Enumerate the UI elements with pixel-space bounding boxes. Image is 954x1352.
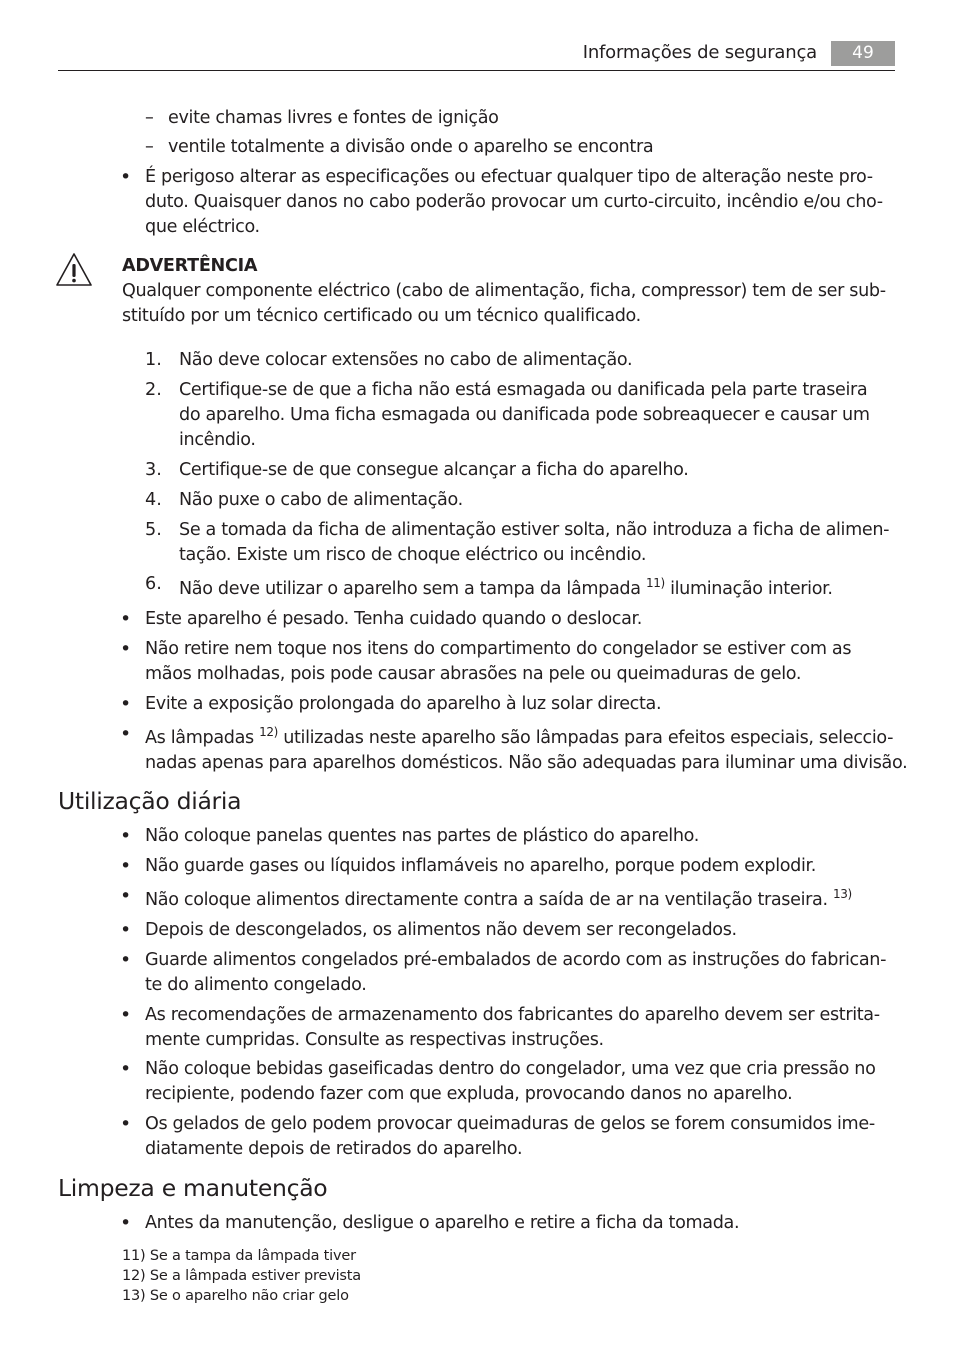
bullet-line: Não coloque bebidas gaseificadas dentro do congelador, uma vez que cria pressão no bbox=[145, 1059, 876, 1079]
warning-title: ADVERTÊNCIA bbox=[122, 256, 258, 276]
bullet-line: Os gelados de gelo podem provocar queimaduras de gelos se forem consumidos ime- bbox=[145, 1114, 875, 1134]
numbered-line: incêndio. bbox=[179, 430, 256, 450]
footnote-ref: 12) bbox=[259, 725, 278, 739]
bullet-text: utilizadas neste aparelho são lâmpadas para efeitos especiais, seleccio- bbox=[277, 728, 894, 748]
bullet-line: nadas apenas para aparelhos domésticos. Não são adequadas para iluminar uma divisão. bbox=[145, 753, 908, 773]
bullet-marker: • bbox=[120, 608, 132, 630]
bullet-marker: • bbox=[120, 919, 132, 941]
bullet-marker: • bbox=[120, 166, 132, 188]
numbered-line: Não deve colocar extensões no cabo de alimentação. bbox=[179, 350, 633, 370]
bullet-line: diatamente depois de retirados do aparelho. bbox=[145, 1139, 523, 1159]
bullet-line bbox=[145, 888, 852, 913]
numbered-line bbox=[179, 577, 833, 602]
bullet-marker: • bbox=[120, 855, 132, 877]
section-heading-cleaning: Limpeza e manutenção bbox=[58, 1174, 328, 1202]
bullet-line: duto. Quaisquer danos no cabo poderão provocar um curto-circuito, incêndio e/ou cho- bbox=[145, 192, 883, 212]
bullet-line: Este aparelho é pesado. Tenha cuidado quando o deslocar. bbox=[145, 609, 643, 629]
bullet-marker: • bbox=[120, 723, 132, 745]
bullet-marker: • bbox=[120, 1113, 132, 1135]
header-rule bbox=[58, 70, 895, 71]
numbered-line: Se a tomada da ficha de alimentação estiver solta, não introduza a ficha de alimen- bbox=[179, 520, 890, 540]
bullet-line: recipiente, podendo fazer com que expluda, provocando danos no aparelho. bbox=[145, 1084, 793, 1104]
warning-triangle-icon bbox=[55, 252, 93, 288]
bullet-line: que eléctrico. bbox=[145, 217, 260, 237]
bullet-line: Não retire nem toque nos itens do compartimento do congelador se estiver com as bbox=[145, 639, 852, 659]
bullet-marker: • bbox=[120, 638, 132, 660]
bullet-line: Evite a exposição prolongada do aparelho à luz solar directa. bbox=[145, 694, 662, 714]
warning-line: stituído por um técnico certificado ou um técnico qualificado. bbox=[122, 306, 641, 326]
bullet-line: mãos molhadas, pois pode causar abrasões na pele ou queimaduras de gelo. bbox=[145, 664, 802, 684]
list-number: 5. bbox=[145, 520, 162, 540]
bullet-marker: • bbox=[120, 1212, 132, 1234]
numbered-line: tação. Existe um risco de choque eléctrico ou incêndio. bbox=[179, 545, 647, 565]
bullet-text: As lâmpadas bbox=[145, 728, 260, 748]
footnote: 11) Se a tampa da lâmpada tiver bbox=[122, 1248, 356, 1264]
bullet-line: Antes da manutenção, desligue o aparelho e retire a ficha da tomada. bbox=[145, 1213, 740, 1233]
footnote-ref: 13) bbox=[832, 887, 852, 901]
dash-marker: – bbox=[145, 137, 154, 157]
list-number: 3. bbox=[145, 460, 162, 480]
section-heading-daily-use: Utilização diária bbox=[58, 787, 242, 815]
bullet-line: É perigoso alterar as especificações ou efectuar qualquer tipo de alteração neste pro- bbox=[145, 167, 873, 187]
bullet-line: Não guarde gases ou líquidos inflamáveis no aparelho, porque podem explodir. bbox=[145, 856, 817, 876]
footnote: 12) Se a lâmpada estiver prevista bbox=[122, 1268, 361, 1284]
bullet-marker: • bbox=[120, 1004, 132, 1026]
footnote-ref: 11) bbox=[645, 576, 665, 590]
list-number: 1. bbox=[145, 350, 162, 370]
bullet-marker: • bbox=[120, 885, 132, 907]
dash-marker: – bbox=[145, 108, 154, 128]
page-number: 49 bbox=[831, 41, 895, 66]
bullet-line: As recomendações de armazenamento dos fabricantes do aparelho devem ser estrita- bbox=[145, 1005, 880, 1025]
bullet-line: mente cumpridas. Consulte as respectivas instruções. bbox=[145, 1030, 604, 1050]
bullet-line: Não coloque panelas quentes nas partes de plástico do aparelho. bbox=[145, 826, 699, 846]
dash-item: ventile totalmente a divisão onde o aparelho se encontra bbox=[168, 137, 654, 157]
bullet-line bbox=[145, 726, 893, 751]
list-number: 2. bbox=[145, 380, 162, 400]
running-header-title: Informações de segurança bbox=[582, 42, 817, 63]
numbered-text: Não deve utilizar o aparelho sem a tampa da lâmpada bbox=[179, 579, 646, 599]
numbered-text: iluminação interior. bbox=[664, 579, 833, 599]
numbered-line: Não puxe o cabo de alimentação. bbox=[179, 490, 463, 510]
bullet-line: te do alimento congelado. bbox=[145, 975, 367, 995]
list-number: 4. bbox=[145, 490, 162, 510]
bullet-marker: • bbox=[120, 825, 132, 847]
bullet-marker: • bbox=[120, 1058, 132, 1080]
dash-item: evite chamas livres e fontes de ignição bbox=[168, 108, 499, 128]
numbered-line: do aparelho. Uma ficha esmagada ou danificada pode sobreaquecer e causar um bbox=[179, 405, 870, 425]
numbered-line: Certifique-se de que a ficha não está esmagada ou danificada pela parte traseira bbox=[179, 380, 868, 400]
bullet-line: Depois de descongelados, os alimentos não devem ser recongelados. bbox=[145, 920, 737, 940]
bullet-text: Não coloque alimentos directamente contra a saída de ar na ventilação traseira. bbox=[145, 890, 833, 910]
bullet-line: Guarde alimentos congelados pré-embalados de acordo com as instruções do fabrican- bbox=[145, 950, 887, 970]
list-number: 6. bbox=[145, 574, 162, 594]
warning-line: Qualquer componente eléctrico (cabo de alimentação, ficha, compressor) tem de ser sub- bbox=[122, 281, 886, 301]
numbered-line: Certifique-se de que consegue alcançar a ficha do aparelho. bbox=[179, 460, 689, 480]
bullet-marker: • bbox=[120, 949, 132, 971]
footnote: 13) Se o aparelho não criar gelo bbox=[122, 1288, 349, 1304]
bullet-marker: • bbox=[120, 693, 132, 715]
